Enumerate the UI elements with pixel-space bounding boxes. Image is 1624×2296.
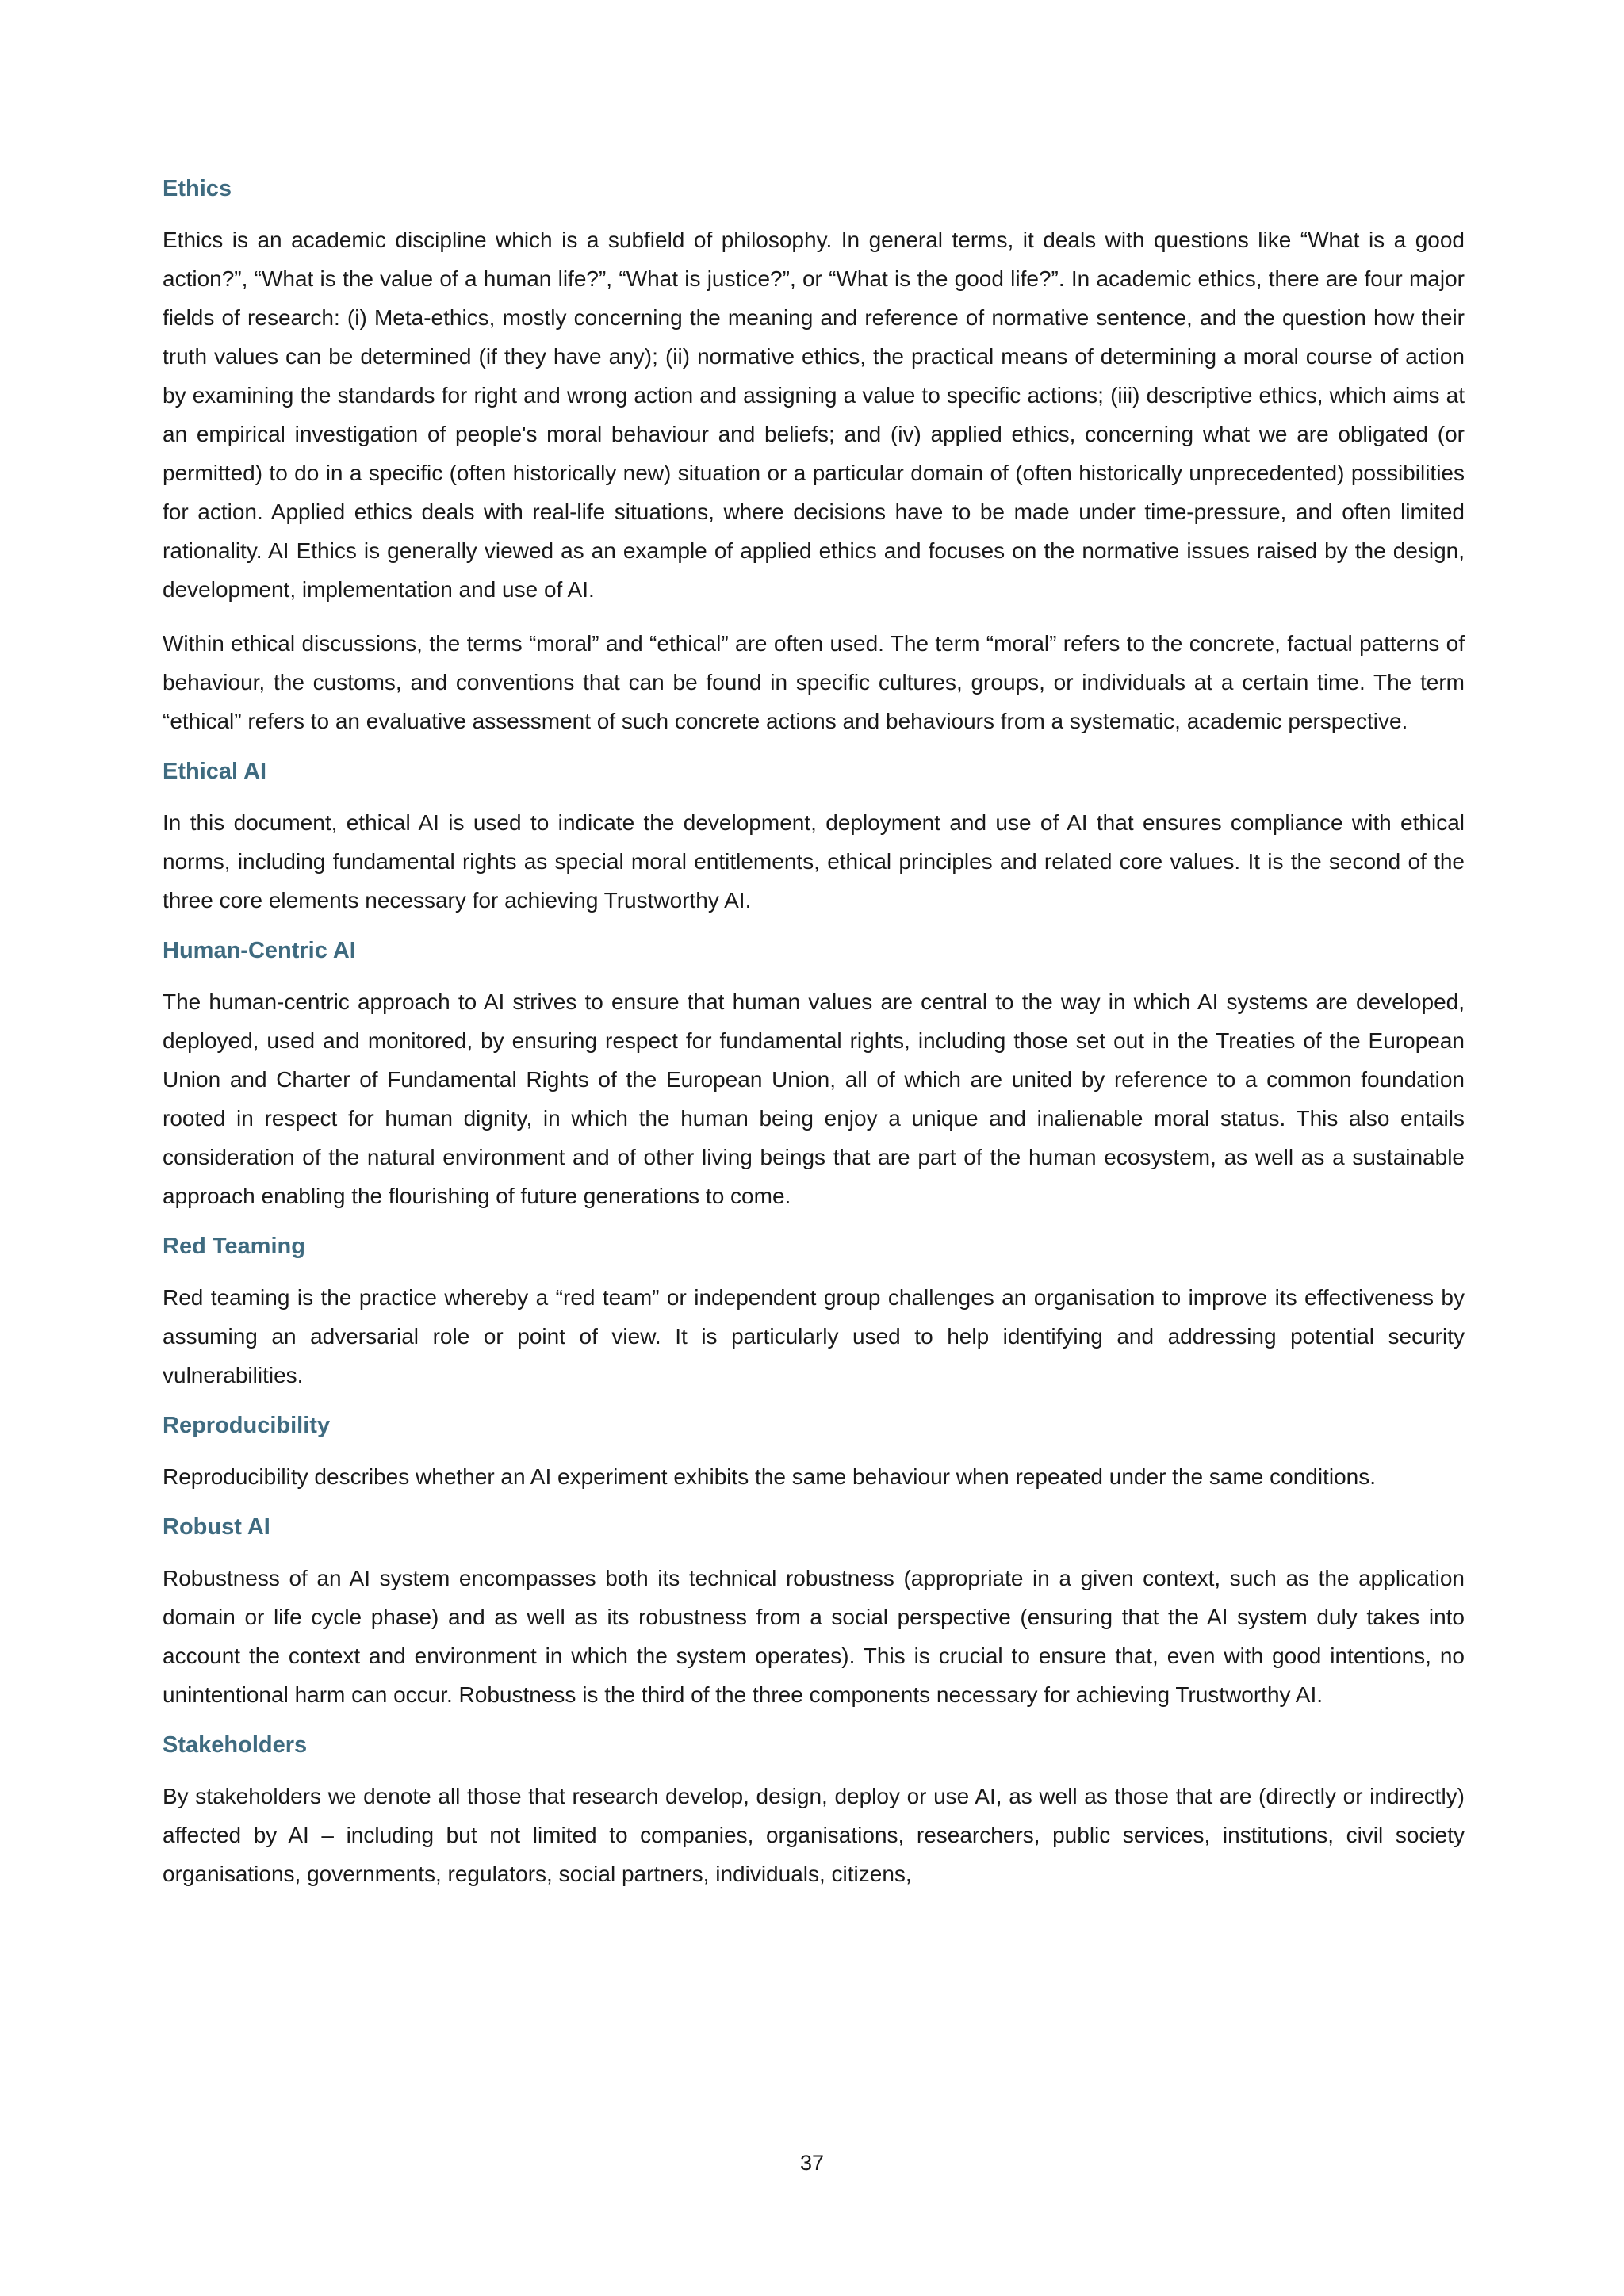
section-heading-red-teaming: Red Teaming bbox=[163, 1234, 305, 1259]
robust-ai-paragraph: Robustness of an AI system encompasses both its technical robustness (appropriate in a given context, such as the application domain or life cycle phase) and as well as its robustness from a social perspective (ensuring that the AI system duly takes into account the context and environment in which the system operates). This is crucial to ensure that, even with good intentions, no unintentional harm can occur. Robustness is the third of the three components necessary for achieving Trustworthy AI. bbox=[163, 1566, 1465, 1707]
section-heading-ethical-ai: Ethical AI bbox=[163, 759, 267, 784]
red-teaming-paragraph: Red teaming is the practice whereby a “red team” or independent group challenges an organisation to improve its effectiveness by assuming an adversarial role or point of view. It is particularly used to help identifying and addressing potential security vulnerabilities. bbox=[163, 1285, 1465, 1387]
section-heading-stakeholders: Stakeholders bbox=[163, 1732, 308, 1758]
ethics-paragraph-2: Within ethical discussions, the terms “moral” and “ethical” are often used. The term “moral” refers to the concrete, factual patterns of behaviour, the customs, and conventions that can be found in specific cultures, groups, or individuals at a certain time. The term “ethical” refers to an evaluative assessment of such concrete actions and behaviours from a systematic, academic perspective. bbox=[163, 631, 1465, 733]
ethical-ai-paragraph: In this document, ethical AI is used to indicate the development, deployment and use of AI that ensures compliance with ethical norms, including fundamental rights as special moral entitlements, ethical principles and related core values. It is the second of the three core elements necessary for achieving Trustworthy AI. bbox=[163, 810, 1465, 913]
reproducibility-paragraph: Reproducibility describes whether an AI experiment exhibits the same behaviour when repeated under the same conditions. bbox=[163, 1464, 1376, 1489]
page-number: 37 bbox=[799, 2151, 825, 2175]
document-body bbox=[163, 173, 1465, 1908]
stakeholders-paragraph: By stakeholders we denote all those that research develop, design, deploy or use AI, as well as those that are (directly or indirectly) affected by AI – including but not limited to companies, organisations, researchers, public services, institutions, civil society organisations, governments, regulators, social partners, individuals, citizens, bbox=[163, 1784, 1465, 1886]
human-centric-ai-paragraph: The human-centric approach to AI strives to ensure that human values are central to the way in which AI systems are developed, deployed, used and monitored, by ensuring respect for fundamental rights, including those set out in the Treaties of the European Union and Charter of Fundamental Rights of the European Union, all of which are united by reference to a common foundation rooted in respect for human dignity, in which the human being enjoy a unique and inalienable moral status. This also entails consideration of the natural environment and of other living beings that are part of the human ecosystem, as well as a sustainable approach enabling the flourishing of future generations to come. bbox=[163, 989, 1465, 1208]
section-heading-reproducibility: Reproducibility bbox=[163, 1413, 331, 1438]
section-heading-robust-ai: Robust AI bbox=[163, 1514, 270, 1540]
section-heading-ethics: Ethics bbox=[163, 176, 232, 201]
section-heading-human-centric-ai: Human-Centric AI bbox=[163, 938, 356, 963]
ethics-paragraph-1: Ethics is an academic discipline which is a subfield of philosophy. In general terms, it deals with questions like “What is a good action?”, “What is the value of a human life?”, “What is justice?”, or “What is the good life?”. In academic ethics, there are four major fields of research: (i) Meta-ethics, mostly concerning the meaning and reference of normative sentence, and the question how their truth values can be determined (if they have any); (ii) normative ethics, the practical means of determining a moral course of action by examining the standards for right and wrong action and assigning a value to specific actions; (iii) descriptive ethics, which aims at an empirical investigation of people's moral behaviour and beliefs; and (iv) applied ethics, concerning what we are obligated (or permitted) to do in a specific (often historically new) situation or a particular domain of (often historically unprecedented) possibilities for action. Applied ethics deals with real-life situations, where decisions have to be made under time-pressure, and often limited rationality. AI Ethics is generally viewed as an example of applied ethics and focuses on the normative issues raised by the design, development, implementation and use of AI. bbox=[163, 228, 1465, 602]
